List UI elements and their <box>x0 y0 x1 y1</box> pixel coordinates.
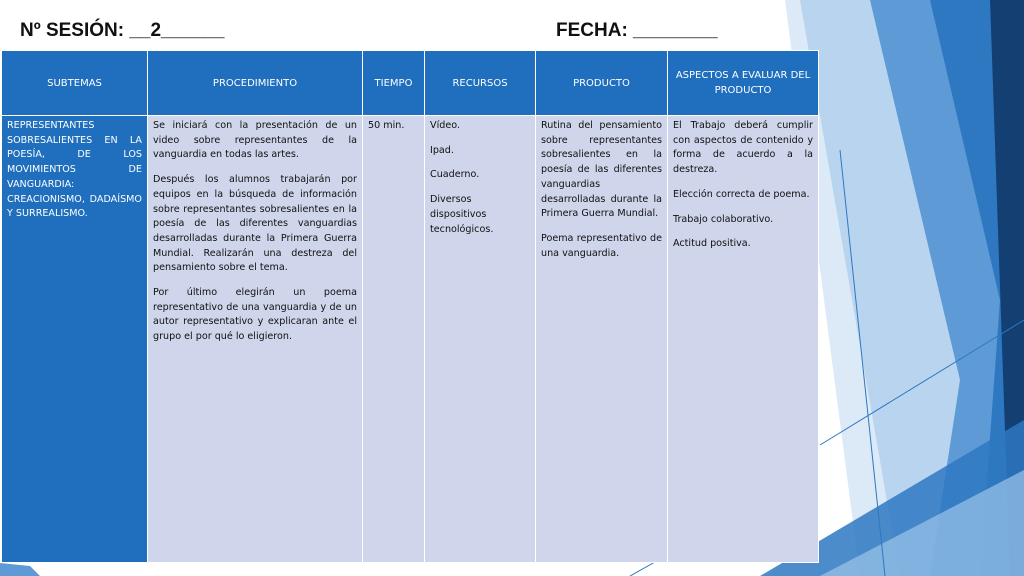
procedimiento-paragraph: Después los alumnos trabajarán por equipos en la búsqueda de información sobre representantes sobresalientes en la poesía de las diferentes vanguardias desarrolladas durante la Primera Guerra Mundial. Realizarán una destreza del pensamiento sobre el tema. <box>153 174 357 274</box>
cell-producto <box>536 116 668 563</box>
aspecto-item: Actitud positiva. <box>673 238 751 250</box>
table-header-row <box>2 51 819 116</box>
header-subtemas: SUBTEMAS <box>2 51 148 116</box>
header-procedimiento: PROCEDIMIENTO <box>148 51 363 116</box>
recurso-item: Vídeo. <box>430 120 460 131</box>
producto-item: Rutina del pensamiento sobre representantes sobresalientes en la poesía de las diferentes vanguardias desarrolladas durante la Primera Guerra Mundial. <box>541 120 662 220</box>
table-row <box>2 116 819 563</box>
date-label: FECHA: ________ <box>556 20 718 41</box>
header-recursos: RECURSOS <box>425 51 536 116</box>
deco-corner-bottom-left <box>0 563 40 576</box>
cell-tiempo: 50 min. <box>363 116 425 563</box>
recurso-item: Cuaderno. <box>430 169 480 181</box>
session-number-label: Nº SESIÓN: __2______ <box>20 20 225 41</box>
cell-aspectos <box>668 116 819 563</box>
aspecto-item: Elección correcta de poema. <box>673 188 810 200</box>
producto-item: Poema representativo de una vanguardia. <box>541 232 662 259</box>
lesson-plan-table <box>1 50 819 563</box>
procedimiento-paragraph: Se iniciará con la presentación de un video sobre representantes de la vanguardia en todas las artes. <box>153 120 357 161</box>
recurso-item: Ipad. <box>430 144 454 156</box>
cell-procedimiento <box>148 116 363 563</box>
aspecto-item: El Trabajo deberá cumplir con aspectos de contenido y forma de acuerdo a la destreza. <box>673 120 813 176</box>
recurso-item: Diversos dispositivos tecnológicos. <box>430 194 494 235</box>
header-producto: PRODUCTO <box>536 51 668 116</box>
header-aspectos: ASPECTOS A EVALUAR DEL PRODUCTO <box>668 51 819 116</box>
aspecto-item: Trabajo colaborativo. <box>673 213 774 225</box>
cell-recursos <box>425 116 536 563</box>
header-tiempo: TIEMPO <box>363 51 425 116</box>
procedimiento-paragraph: Por último elegirán un poema representativo de una vanguardia y de un autor representativo y explicaran ante el grupo el por qué lo eligieron. <box>153 287 357 343</box>
cell-subtema: REPRESENTANTES SOBRESALIENTES EN LA POESÍA, DE LOS MOVIMIENTOS DE VANGUARDIA: CREACIONISMO, DADAÍSMO Y SURREALISMO. <box>2 116 148 563</box>
